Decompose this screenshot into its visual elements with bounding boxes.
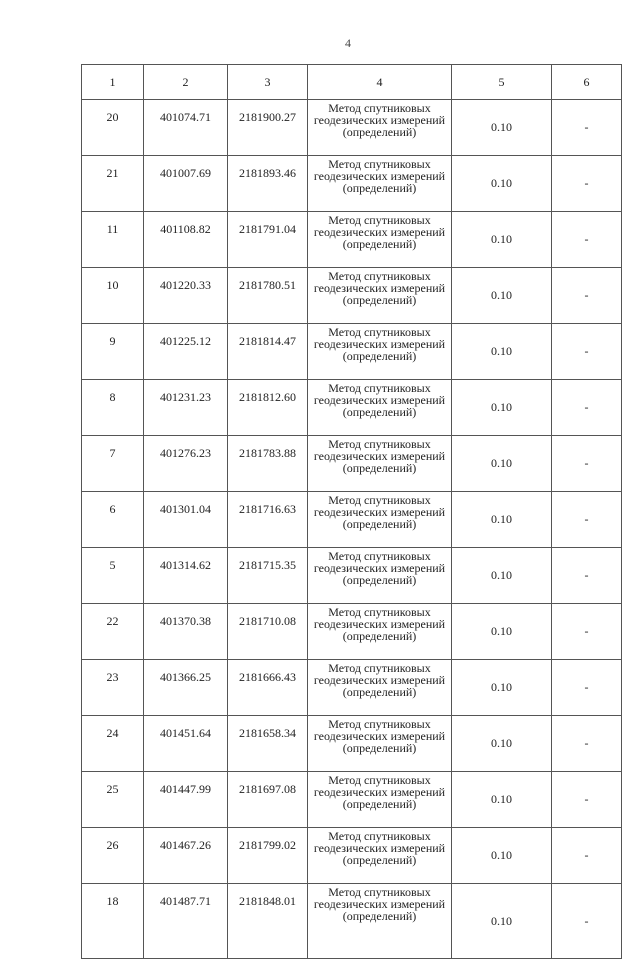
header-cell: 1 — [82, 65, 144, 100]
accuracy-value: 0.10 — [452, 380, 552, 436]
note-value: - — [552, 212, 622, 268]
method-line: Метод спутниковых — [328, 437, 431, 451]
accuracy-value: 0.10 — [452, 492, 552, 548]
accuracy-value: 0.10 — [452, 660, 552, 716]
table-row — [82, 660, 622, 716]
accuracy-value: 0.10 — [452, 268, 552, 324]
table-row — [82, 380, 622, 436]
method-line: (определений) — [342, 517, 417, 531]
method-line: Метод спутниковых — [328, 269, 431, 283]
method-cell — [308, 884, 452, 959]
method-cell — [308, 100, 452, 156]
note-value: - — [552, 716, 622, 772]
coordinate-x: 401007.69 — [144, 156, 228, 212]
note-value: - — [552, 324, 622, 380]
coordinate-y: 2181900.27 — [228, 100, 308, 156]
coordinate-y: 2181658.34 — [228, 716, 308, 772]
method-line: (определений) — [342, 181, 417, 195]
method-line: (определений) — [342, 461, 417, 475]
note-value: - — [552, 828, 622, 884]
method-line: Метод спутниковых — [328, 605, 431, 619]
method-line: Метод спутниковых — [328, 885, 431, 899]
point-number: 5 — [82, 548, 144, 604]
coordinate-y: 2181814.47 — [228, 324, 308, 380]
method-line: геодезических измерений — [313, 561, 446, 575]
method-line: геодезических измерений — [313, 281, 446, 295]
coordinate-y: 2181697.08 — [228, 772, 308, 828]
point-number: 22 — [82, 604, 144, 660]
coordinate-x: 401451.64 — [144, 716, 228, 772]
coordinate-y: 2181848.01 — [228, 884, 308, 959]
header-cell: 2 — [144, 65, 228, 100]
method-cell — [308, 212, 452, 268]
coordinate-x: 401276.23 — [144, 436, 228, 492]
method-line: геодезических измерений — [313, 617, 446, 631]
note-value: - — [552, 548, 622, 604]
accuracy-value: 0.10 — [452, 548, 552, 604]
method-line: геодезических измерений — [313, 449, 446, 463]
accuracy-value: 0.10 — [452, 772, 552, 828]
accuracy-value: 0.10 — [452, 324, 552, 380]
point-number: 8 — [82, 380, 144, 436]
point-number: 25 — [82, 772, 144, 828]
method-line: Метод спутниковых — [328, 325, 431, 339]
method-line: геодезических измерений — [313, 169, 446, 183]
header-cell: 3 — [228, 65, 308, 100]
method-cell — [308, 324, 452, 380]
note-value: - — [552, 772, 622, 828]
table-row — [82, 492, 622, 548]
method-line: (определений) — [342, 573, 417, 587]
accuracy-value: 0.10 — [452, 100, 552, 156]
coordinate-y: 2181812.60 — [228, 380, 308, 436]
coordinate-y: 2181710.08 — [228, 604, 308, 660]
coordinate-y: 2181783.88 — [228, 436, 308, 492]
point-number: 26 — [82, 828, 144, 884]
method-cell — [308, 828, 452, 884]
coordinate-y: 2181666.43 — [228, 660, 308, 716]
method-cell — [308, 436, 452, 492]
point-number: 7 — [82, 436, 144, 492]
method-line: геодезических измерений — [313, 673, 446, 687]
method-cell — [308, 604, 452, 660]
table-row — [82, 548, 622, 604]
coordinate-y: 2181716.63 — [228, 492, 308, 548]
note-value: - — [552, 436, 622, 492]
point-number: 20 — [82, 100, 144, 156]
method-line: Метод спутниковых — [328, 829, 431, 843]
point-number: 10 — [82, 268, 144, 324]
coordinate-x: 401225.12 — [144, 324, 228, 380]
accuracy-value: 0.10 — [452, 436, 552, 492]
coordinate-y: 2181799.02 — [228, 828, 308, 884]
method-line: геодезических измерений — [313, 505, 446, 519]
method-line: Метод спутниковых — [328, 549, 431, 563]
method-line: (определений) — [342, 349, 417, 363]
method-line: геодезических измерений — [313, 729, 446, 743]
method-line: геодезических измерений — [313, 897, 446, 911]
table-row — [82, 828, 622, 884]
table-row — [82, 156, 622, 212]
method-cell — [308, 268, 452, 324]
method-cell — [308, 548, 452, 604]
coordinate-y: 2181715.35 — [228, 548, 308, 604]
method-line: (определений) — [342, 685, 417, 699]
coordinate-y: 2181780.51 — [228, 268, 308, 324]
coordinate-x: 401220.33 — [144, 268, 228, 324]
table-row — [82, 884, 622, 959]
method-line: Метод спутниковых — [328, 773, 431, 787]
method-line: (определений) — [342, 909, 417, 923]
coordinate-x: 401231.23 — [144, 380, 228, 436]
method-line: (определений) — [342, 629, 417, 643]
method-cell — [308, 380, 452, 436]
method-line: геодезических измерений — [313, 225, 446, 239]
header-cell: 5 — [452, 65, 552, 100]
method-line: (определений) — [342, 741, 417, 755]
accuracy-value: 0.10 — [452, 884, 552, 959]
table-header-row — [82, 65, 622, 100]
table-row — [82, 604, 622, 660]
point-number: 23 — [82, 660, 144, 716]
table-row — [82, 212, 622, 268]
note-value: - — [552, 492, 622, 548]
method-line: Метод спутниковых — [328, 661, 431, 675]
page-number: 4 — [345, 36, 351, 50]
method-line: геодезических измерений — [313, 113, 446, 127]
coordinate-x: 401487.71 — [144, 884, 228, 959]
note-value: - — [552, 604, 622, 660]
note-value: - — [552, 884, 622, 959]
method-line: (определений) — [342, 293, 417, 307]
method-cell — [308, 772, 452, 828]
method-line: (определений) — [342, 853, 417, 867]
note-value: - — [552, 156, 622, 212]
method-cell — [308, 492, 452, 548]
coordinate-x: 401366.25 — [144, 660, 228, 716]
coordinate-x: 401467.26 — [144, 828, 228, 884]
method-line: геодезических измерений — [313, 785, 446, 799]
table-row — [82, 100, 622, 156]
note-value: - — [552, 660, 622, 716]
point-number: 24 — [82, 716, 144, 772]
method-line: Метод спутниковых — [328, 717, 431, 731]
coordinate-x: 401074.71 — [144, 100, 228, 156]
method-line: (определений) — [342, 237, 417, 251]
method-line: (определений) — [342, 797, 417, 811]
header-cell: 6 — [552, 65, 622, 100]
accuracy-value: 0.10 — [452, 212, 552, 268]
method-line: Метод спутниковых — [328, 213, 431, 227]
method-line: (определений) — [342, 405, 417, 419]
point-number: 21 — [82, 156, 144, 212]
method-line: геодезических измерений — [313, 393, 446, 407]
accuracy-value: 0.10 — [452, 156, 552, 212]
coordinate-x: 401301.04 — [144, 492, 228, 548]
table-row — [82, 716, 622, 772]
method-line: Метод спутниковых — [328, 101, 431, 115]
point-number: 9 — [82, 324, 144, 380]
method-cell — [308, 660, 452, 716]
accuracy-value: 0.10 — [452, 828, 552, 884]
header-cell: 4 — [308, 65, 452, 100]
method-cell — [308, 156, 452, 212]
method-line: Метод спутниковых — [328, 493, 431, 507]
coordinate-x: 401447.99 — [144, 772, 228, 828]
method-line: (определений) — [342, 125, 417, 139]
coordinate-y: 2181791.04 — [228, 212, 308, 268]
table-row — [82, 772, 622, 828]
method-line: геодезических измерений — [313, 337, 446, 351]
coordinates-table — [81, 64, 622, 959]
method-line: Метод спутниковых — [328, 157, 431, 171]
coordinate-y: 2181893.46 — [228, 156, 308, 212]
note-value: - — [552, 380, 622, 436]
coordinate-x: 401370.38 — [144, 604, 228, 660]
table-row — [82, 324, 622, 380]
coordinate-x: 401314.62 — [144, 548, 228, 604]
accuracy-value: 0.10 — [452, 604, 552, 660]
note-value: - — [552, 100, 622, 156]
accuracy-value: 0.10 — [452, 716, 552, 772]
point-number: 18 — [82, 884, 144, 959]
table-row — [82, 268, 622, 324]
point-number: 6 — [82, 492, 144, 548]
method-line: геодезических измерений — [313, 841, 446, 855]
point-number: 11 — [82, 212, 144, 268]
coordinate-x: 401108.82 — [144, 212, 228, 268]
table-row — [82, 436, 622, 492]
method-cell — [308, 716, 452, 772]
note-value: - — [552, 268, 622, 324]
method-line: Метод спутниковых — [328, 381, 431, 395]
